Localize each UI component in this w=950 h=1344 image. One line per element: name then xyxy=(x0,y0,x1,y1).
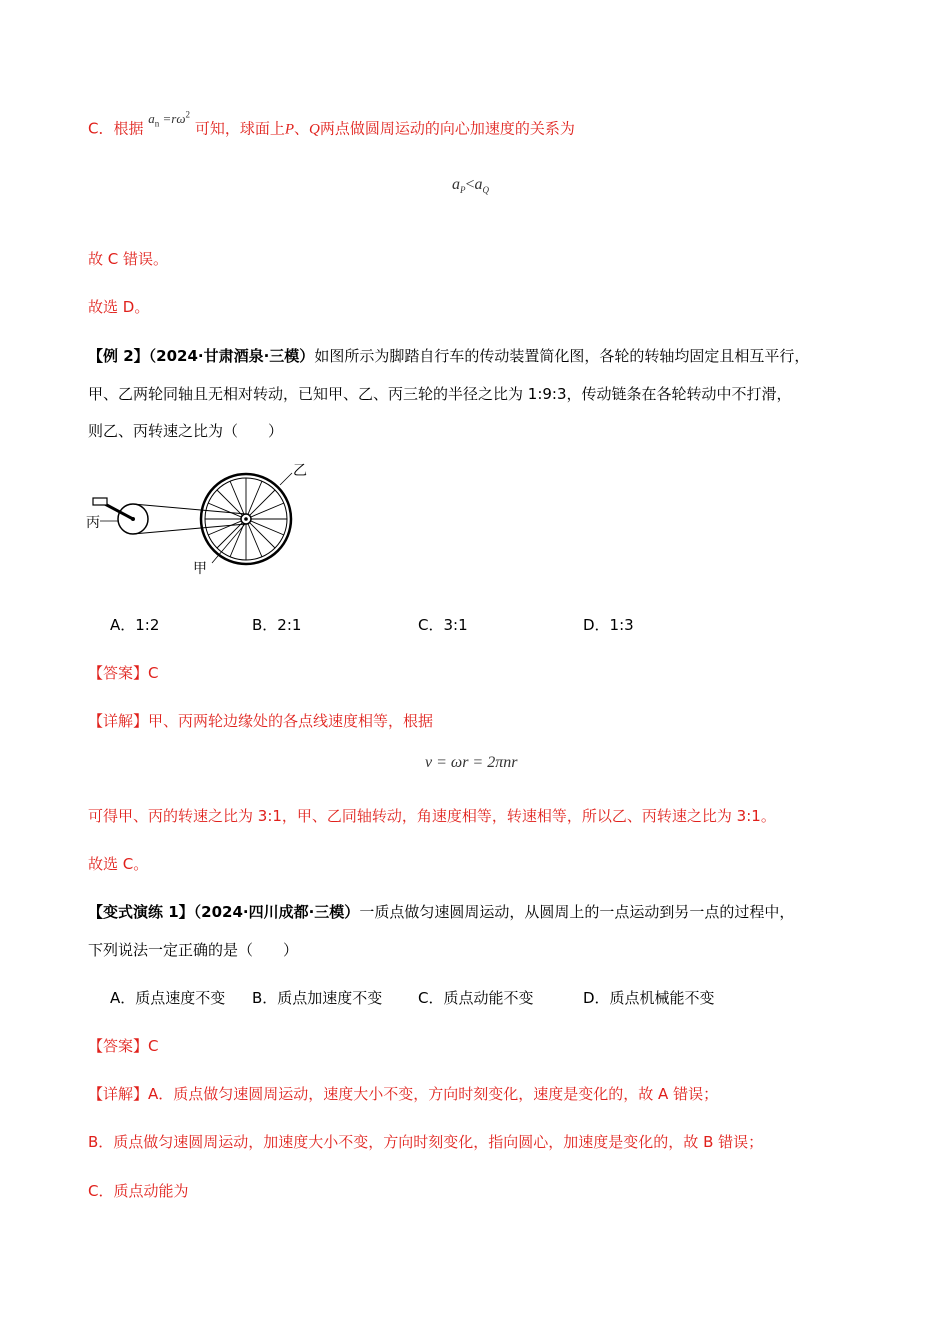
separator: 、 xyxy=(294,119,310,138)
example2-option-c[interactable]: C．3:1 xyxy=(418,616,468,634)
example2-line1 xyxy=(88,345,809,367)
formula-rhs: =rω xyxy=(162,111,186,127)
variant-detail-a-text: A．质点做匀速圆周运动，速度大小不变，方向时刻变化，速度是变化的，故 A 错误； xyxy=(148,1085,719,1103)
part-c-prefix: C．根据 xyxy=(88,119,144,138)
label-bing: 丙 xyxy=(86,515,100,531)
label-yi: 乙 xyxy=(293,463,307,479)
variant-detail-tag: 【详解】 xyxy=(88,1085,149,1103)
variant1-option-b[interactable]: B．质点加速度不变 xyxy=(252,989,383,1007)
point-p: P xyxy=(284,121,294,138)
example2-tag: 【例 2】（2024·甘肃酒泉·三模） xyxy=(88,347,315,365)
variant-answer-tag: 【答案】 xyxy=(88,1037,149,1055)
label-jia: 甲 xyxy=(193,561,207,577)
formula-a: a xyxy=(148,111,155,127)
choice-d: 故选 D。 xyxy=(88,298,150,316)
answer-value: C xyxy=(148,664,159,682)
relation-op: < xyxy=(465,176,475,193)
part-c-line xyxy=(88,110,575,145)
part-c-text-before: 可知，球面上 xyxy=(194,119,285,138)
part-c-text-after: 两点做圆周运动的向心加速度的关系为 xyxy=(319,119,575,138)
variant1-line2: 下列说法一定正确的是（ ） xyxy=(88,941,299,959)
detail-tag: 【详解】 xyxy=(88,712,149,730)
relation-a2: a xyxy=(474,176,483,193)
formula-sup: 2 xyxy=(185,110,191,120)
example2-option-d[interactable]: D．1:3 xyxy=(583,616,634,634)
example2-detail1 xyxy=(88,710,433,732)
variant1-tag: 【变式演练 1】（2024·四川成都·三模） xyxy=(88,903,360,921)
relation-sub-p: P xyxy=(460,185,466,196)
variant1-option-d[interactable]: D．质点机械能不变 xyxy=(583,989,715,1007)
part-c-conclusion: 故 C 错误。 xyxy=(88,250,169,268)
example2-line2: 甲、乙两轮同轴且无相对转动，已知甲、乙、丙三轮的半径之比为 1:9:3，传动链条在各轮转动中不打滑， xyxy=(88,385,792,403)
formula-sub: n xyxy=(154,118,160,129)
example2-answer xyxy=(88,662,159,684)
example2-line3: 则乙、丙转速之比为（ ） xyxy=(88,422,284,440)
bicycle-transmission-figure xyxy=(84,455,314,585)
chain-top xyxy=(133,504,246,514)
centripetal-formula xyxy=(148,110,191,129)
relation-sub-q: Q xyxy=(482,185,490,196)
variant1-text1: 一质点做匀速圆周运动，从圆周上的一点运动到另一点的过程中， xyxy=(359,903,795,921)
detail-text: 甲、丙两轮边缘处的各点线速度相等，根据 xyxy=(148,712,434,730)
variant1-detail-c: C．质点动能为 xyxy=(88,1182,189,1200)
variant1-option-a[interactable]: A．质点速度不变 xyxy=(110,989,226,1007)
point-q: Q xyxy=(309,121,320,138)
relation-formula xyxy=(452,176,489,195)
example2-detail2: 可得甲、丙的转速之比为 3:1，甲、乙同轴转动，角速度相等，转速相等，所以乙、丙转速之比为 3:1。 xyxy=(88,807,776,825)
speed-formula: v = ωr = 2πnr xyxy=(425,754,518,771)
relation-a1: a xyxy=(452,176,460,193)
chain-bottom xyxy=(133,524,246,534)
variant1-detail-a xyxy=(88,1083,718,1105)
example2-option-a[interactable]: A．1:2 xyxy=(110,616,160,634)
example2-text1: 如图所示为脚踏自行车的传动装置简化图，各轮的转轴均固定且相互平行， xyxy=(314,347,810,365)
variant1-answer xyxy=(88,1035,159,1057)
variant1-option-c[interactable]: C．质点动能不变 xyxy=(418,989,534,1007)
answer-tag: 【答案】 xyxy=(88,664,149,682)
example2-option-b[interactable]: B．2:1 xyxy=(252,616,302,634)
example2-choice: 故选 C。 xyxy=(88,855,149,873)
variant-answer-value: C xyxy=(148,1037,159,1055)
variant1-detail-b: B．质点做匀速圆周运动，加速度大小不变，方向时刻变化，指向圆心，加速度是变化的，故 B 错误； xyxy=(88,1133,764,1151)
pedal xyxy=(93,498,107,505)
variant1-line1 xyxy=(88,901,794,923)
